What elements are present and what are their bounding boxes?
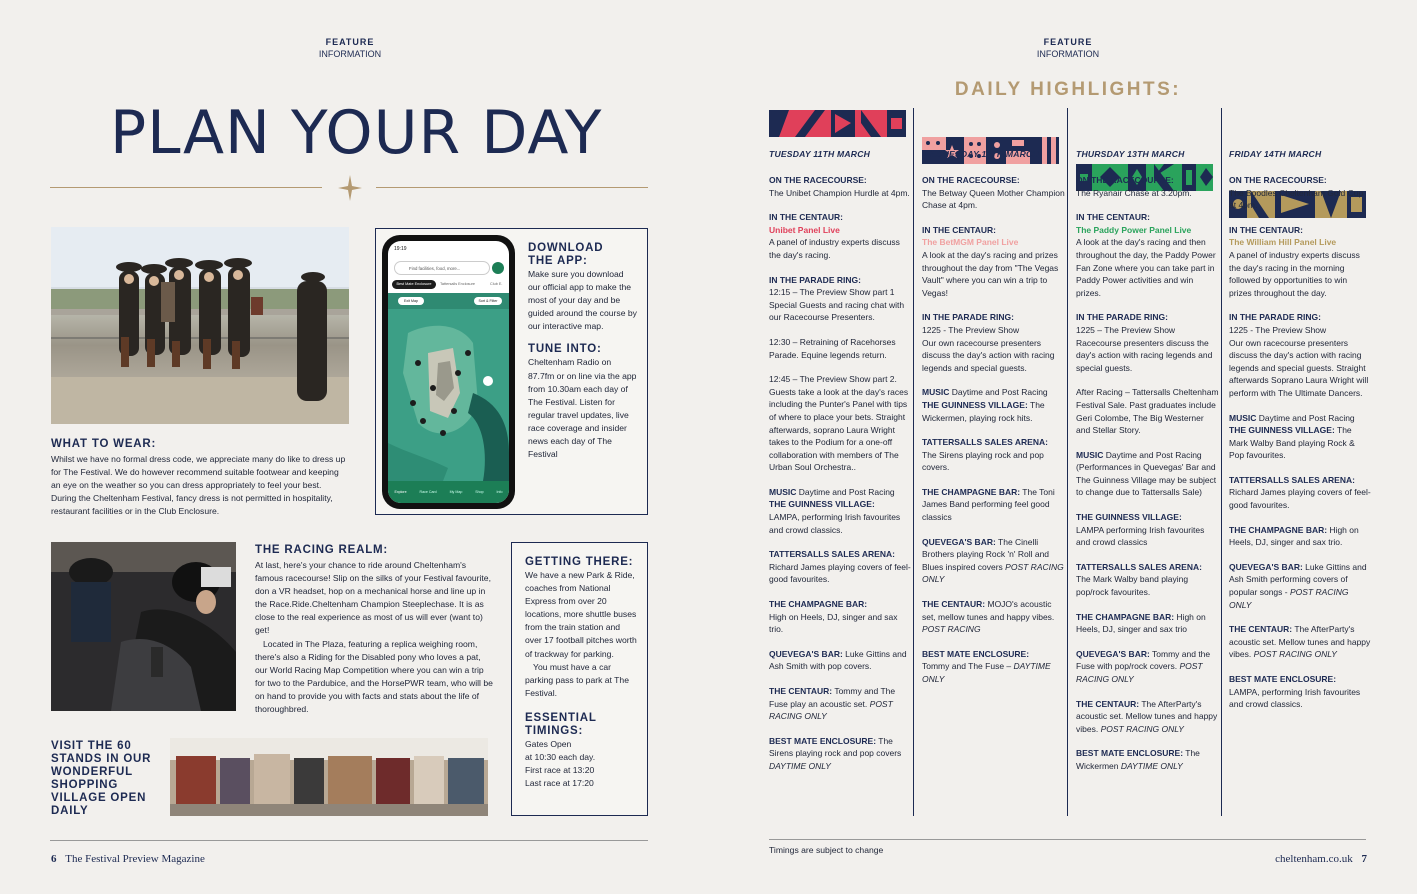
download-text: Make sure you download our official app to make the most of your day and be guided around the course by our interactive map. (528, 269, 637, 332)
thu-parade-1: 1225 – The Preview Show Racecourse presenters discuss the day's action with racing legends and special guests. (1076, 324, 1213, 373)
app-tab-tattersalls[interactable]: Tattersalls Enclosure (440, 282, 476, 286)
tue-parade-1: 12:15 – The Preview Show part 1 Special Guests and racing chat with our Racecourse Presenters. (769, 287, 905, 323)
wed-music-label: MUSIC (922, 387, 950, 398)
tue-champagne-label: THE CHAMPAGNE BAR: (769, 599, 868, 610)
vr-racing-photo (51, 542, 236, 711)
tue-tattersalls-label: TATTERSALLS SALES ARENA: (769, 549, 895, 560)
thu-tattersalls-label: TATTERSALLS SALES ARENA: (1076, 561, 1202, 572)
racing-paragraph-1: At last, here's your chance to ride around Cheltenham's famous racecourse! Slip on the silks of your Festival favourite, don a VR headset, hop on a mechanical horse and line up in the Race.Ride.Cheltenham Champion Steeplechase. It is as close to the real experience as most of us will ever (want to) get! (255, 560, 491, 636)
phone-mockup (382, 235, 515, 509)
first-race-line: First race at 13:20 (525, 765, 595, 776)
fri-quevega (1229, 561, 1372, 611)
app-bottom-nav (388, 481, 509, 503)
timings-note: Timings are subject to change (769, 845, 884, 855)
right-header-feature: FEATURE (1043, 37, 1093, 47)
thu-quevega-note: POST RACING ONLY (1076, 661, 1203, 684)
exit-map-button[interactable]: Exit Map (398, 297, 424, 305)
thursday-column (1076, 108, 1219, 785)
app-tab-best-mate[interactable]: Best Mate Enclosure (392, 280, 436, 289)
tue-parade-2: 12:30 – Retraining of Racehorses Parade. Equine legends return. (769, 336, 896, 360)
wed-racecourse-label: ON THE RACECOURSE: (922, 175, 1020, 185)
fri-music-label: MUSIC (1229, 412, 1257, 423)
tuesday-day-label: TUESDAY 11TH MARCH (769, 149, 871, 159)
thu-music-text: Daytime and Post Racing (Performances in Quevegas' Bar and The Guinness Village may be subject to change due to Tattersalls Sale) (1076, 449, 1217, 498)
fri-champagne-text: High on Heels, DJ, singer and sax trio. (1229, 524, 1359, 548)
fri-racecourse-label: ON THE RACECOURSE: (1229, 175, 1327, 185)
left-page-number: 6 (51, 853, 57, 865)
thu-champagne-label: THE CHAMPAGNE BAR: (1076, 611, 1175, 622)
right-footer-rule (769, 839, 1366, 840)
getting-there-box (511, 542, 648, 816)
phone-screen (388, 241, 509, 503)
fri-guinness-label: THE GUINNESS VILLAGE: (1229, 425, 1335, 436)
tue-centaur-post (769, 685, 912, 723)
thu-parade-label: IN THE PARADE RING: (1076, 312, 1168, 323)
fri-centaur-highlight: The William Hill Panel Live (1229, 237, 1337, 248)
thu-best-mate (1076, 747, 1219, 772)
thu-centaur-text: A look at the day's racing and then throughout the day, the Paddy Power Fan Zone where you can take part in Paddy Power activities and win prizes. (1076, 237, 1216, 298)
fri-tattersalls-text: Richard James playing covers of feel-good favourites. (1229, 487, 1371, 511)
thu-guinness-label: THE GUINNESS VILLAGE: (1076, 512, 1182, 523)
wed-guinness-label: THE GUINNESS VILLAGE: (922, 399, 1028, 410)
thu-best-mate-note: DAYTIME ONLY (1120, 760, 1183, 771)
column-divider-3 (1221, 108, 1222, 816)
wed-music-text: Daytime and Post Racing (949, 387, 1048, 398)
left-header-information: INFORMATION (318, 49, 382, 59)
app-search-input[interactable]: Find facilities, food, more... (394, 261, 490, 275)
fri-music-text: Daytime and Post Racing (1256, 412, 1355, 423)
wed-racecourse (922, 174, 1065, 212)
tue-best-mate-label: BEST MATE ENCLOSURE: (769, 735, 877, 746)
thu-parade-2: After Racing – Tattersalls Cheltenham Festival Sale. Past graduates include Geri Colombe, The Big Westerner and Stellar Story. (1076, 387, 1219, 436)
fri-quevega-text: Luke Gittins and Ash Smith performing covers of popular songs - (1229, 561, 1367, 598)
wed-centaur-post (922, 598, 1065, 636)
tue-the-centaur-text: Tommy and The Fuse play an acoustic set. (769, 686, 896, 709)
right-footer (1250, 853, 1367, 865)
tue-best-mate (769, 735, 912, 773)
thu-racecourse-label: ON THE RACECOURSE: (1076, 175, 1174, 185)
tue-parade-label: IN THE PARADE RING: (769, 274, 861, 285)
wed-tattersalls-label: TATTERSALLS SALES ARENA: (922, 437, 1048, 448)
thu-centaur-label: IN THE CENTAUR: (1076, 212, 1150, 223)
friday-column (1229, 108, 1372, 723)
wed-quevega (922, 536, 1065, 586)
fri-champagne-label: THE CHAMPAGNE BAR: (1229, 524, 1328, 535)
thu-champagne-text: High on Heels, DJ, singer and sax trio (1076, 611, 1206, 635)
wed-the-centaur-text: MOJO's acoustic set, mellow tunes and happy vibes. (922, 599, 1055, 622)
nav-info[interactable]: Info (496, 490, 503, 494)
download-heading: DOWNLOAD (528, 242, 604, 254)
fri-tattersalls-label: TATTERSALLS SALES ARENA: (1229, 474, 1355, 485)
nav-explore[interactable]: Explore (394, 490, 407, 494)
tune-text: Cheltenham Radio on 87.7fm or on line via the app from 10.30am each day of The Festival. Listen for regular travel updates, live race coverage and insider news each day of The Festival (528, 357, 637, 460)
fri-parade (1229, 311, 1372, 399)
fri-the-centaur-note: POST RACING ONLY (1253, 649, 1337, 660)
shopping-village-photo (170, 738, 488, 816)
wed-parade-1: 1225 - The Preview Show (922, 324, 1020, 335)
visit-line-4: SHOPPING (51, 779, 119, 791)
fri-best-mate-text: LAMPA, performing Irish favourites and crowd classics. (1229, 686, 1361, 710)
right-page-number: 7 (1361, 853, 1367, 865)
fri-parade-2: Our own racecourse presenters discuss the day's action with racing legends and special guests. Straight afterwards Soprano Laura Wright will perform with The Ultimate Dancers. (1229, 337, 1369, 398)
column-divider-2 (1067, 108, 1068, 816)
left-footer-rule (50, 840, 648, 841)
fri-best-mate (1229, 673, 1372, 711)
fri-tattersalls (1229, 474, 1372, 512)
wed-best-mate-label: BEST MATE ENCLOSURE: (922, 648, 1030, 659)
wear-heading: WHAT TO WEAR: (51, 438, 157, 450)
star-ornament-icon (338, 175, 362, 201)
shopping-village-callout (51, 740, 166, 818)
left-footer (51, 853, 205, 865)
fri-racecourse-text: The Boodles Cheltenham Gold Cup at 4pm. (1229, 187, 1364, 211)
tue-racecourse-label: ON THE RACECOURSE: (769, 175, 867, 185)
wed-the-centaur-note: POST RACING (922, 624, 981, 635)
gates-time-line: at 10:30 each day. (525, 752, 596, 763)
app-map[interactable] (388, 293, 509, 481)
thu-music-label: MUSIC (1076, 449, 1104, 460)
daily-highlights-title: DAILY HIGHLIGHTS: (954, 79, 1182, 100)
tue-guinness-text: LAMPA, performing Irish favourites and crowd classics. (769, 512, 901, 535)
status-bar: 19:19 (394, 246, 407, 252)
thu-the-centaur-text: The AfterParty's acoustic set. Mellow tunes and happy vibes. (1076, 698, 1218, 734)
what-to-wear-section (51, 438, 349, 518)
website: cheltenham.co.uk (1275, 853, 1353, 865)
tue-quevega (769, 648, 912, 673)
wed-best-mate-note: DAYTIME ONLY (922, 661, 1051, 684)
wed-quevega-note: POST RACING ONLY (922, 561, 1064, 585)
wed-champagne (922, 486, 1065, 524)
visit-line-2: STANDS IN OUR (51, 753, 152, 765)
tue-best-mate-text: The Sirens playing rock and pop covers (769, 735, 902, 759)
racing-paragraph-2: Located in The Plaza, featuring a replica weighing room, there's also a Riding for the Disabled pony who loves a pat, our World Racing Map Competition where you can win a trip for two to the Pardubice, and the HorsePWR team, who will be on hand to provide you with facts and stats about the life of thoroughbred. (255, 638, 493, 715)
tue-racecourse-text: The Unibet Champion Hurdle at 4pm. (769, 187, 910, 198)
tue-parade-3: 12:45 – The Preview Show part 2. Guests take a look at the day's races including the Punter's Panel with tips of where to place your bets. Straight afterwards, soprano Laura Wright takes to the Podium for a one-off collaboration with members of The Urban Soul Orchestra.. (769, 374, 909, 473)
tue-music (769, 486, 912, 536)
app-tab-club[interactable]: Club E. (490, 282, 503, 286)
tue-best-mate-note: DAYTIME ONLY (769, 760, 831, 771)
wed-parade-2: Our own racecourse presenters discuss the day's action with racing legends and special guests. (922, 337, 1055, 373)
visit-line-3: WONDERFUL (51, 766, 133, 778)
page-title: PLAN YOUR DAY (110, 98, 603, 168)
fri-music (1229, 412, 1372, 462)
tue-quevega-text: Luke Gittins and Ash Smith with pop covers. (769, 648, 907, 672)
racing-heading: THE RACING REALM: (255, 544, 389, 556)
timings-heading: ESSENTIAL (525, 711, 597, 724)
wed-centaur-label: IN THE CENTAUR: (922, 224, 996, 235)
thu-guinness (1076, 511, 1219, 549)
title-divider-right (376, 187, 648, 188)
wear-text: Whilst we have no formal dress code, we appreciate many do like to dress up for The Festival. We do however recommend suitable footwear and keeping an eye on the weather so you can dress appropriately to feel your best. During the Cheltenham Festival, fancy dress is not permitted in hospitality, restaurant facilities or in the Club Enclosure. (51, 454, 346, 517)
wed-tattersalls-text: The Sirens playing rock and pop covers. (922, 449, 1044, 473)
thursday-day-label: THURSDAY 13TH MARCH (1076, 149, 1185, 159)
last-race-line: Last race at 17:20 (525, 778, 594, 789)
nav-shop[interactable]: Shop (475, 490, 484, 494)
wed-centaur (922, 224, 1065, 300)
right-section-header (1018, 36, 1118, 60)
column-divider-1 (913, 108, 914, 816)
fri-champagne (1229, 524, 1372, 549)
thu-centaur (1076, 211, 1219, 299)
thu-tattersalls-text: The Mark Walby band playing pop/rock favourites. (1076, 574, 1189, 598)
title-divider-left (50, 187, 322, 188)
fri-centaur (1229, 224, 1372, 300)
women-group-photo (51, 227, 349, 424)
getting-paragraph-2: You must have a car parking pass to park at The Festival. (525, 661, 629, 698)
tue-quevega-label: QUEVEGA'S BAR: (769, 648, 843, 659)
fri-best-mate-label: BEST MATE ENCLOSURE: (1229, 674, 1337, 684)
tue-tattersalls (769, 548, 912, 586)
left-header-feature: FEATURE (325, 37, 375, 47)
wed-centaur-highlight: The BetMGM Panel Live (922, 237, 1019, 248)
racing-realm-section (255, 544, 495, 716)
fri-centaur-text: A panel of industry experts discuss the day's racing in the morning followed by opportunities to win prizes throughout the day. (1229, 249, 1360, 298)
thu-best-mate-label: BEST MATE ENCLOSURE: (1076, 748, 1184, 759)
tune-heading: TUNE INTO: (528, 343, 602, 356)
thu-tattersalls (1076, 561, 1219, 599)
tue-the-centaur-note: POST RACING ONLY (769, 698, 893, 722)
tuesday-column (769, 108, 912, 785)
timings-heading-2: TIMINGS: (525, 724, 584, 737)
fri-parade-label: IN THE PARADE RING: (1229, 312, 1321, 323)
wed-champagne-text: The Toni James Band performing feel good classics (922, 486, 1055, 523)
thu-best-mate-text: The Wickermen (1076, 748, 1200, 771)
thu-the-centaur-note: POST RACING ONLY (1100, 723, 1184, 734)
magazine-name: The Festival Preview Magazine (65, 853, 205, 865)
wed-champagne-label: THE CHAMPAGNE BAR: (922, 486, 1021, 497)
thu-centaur-post (1076, 698, 1219, 736)
fri-centaur-label: IN THE CENTAUR: (1229, 224, 1303, 235)
wednesday-column (922, 108, 1065, 698)
fri-the-centaur-label: THE CENTAUR: (1229, 624, 1293, 635)
tue-guinness-label: THE GUINNESS VILLAGE: (769, 499, 875, 510)
wed-tattersalls (922, 436, 1065, 474)
fri-racecourse (1229, 174, 1372, 212)
friday-day-label: FRIDAY 14TH MARCH (1229, 149, 1322, 159)
thu-quevega-text: Tommy and the Fuse with pop/rock covers. (1076, 648, 1211, 672)
tue-champagne (769, 598, 912, 636)
thu-quevega-label: QUEVEGA'S BAR: (1076, 648, 1150, 659)
right-header-information: INFORMATION (1036, 49, 1100, 59)
wed-centaur-text: A look at the day's racing and prizes throughout the day from "The Vegas Vault" where you can win a trip to Vegas! (922, 249, 1059, 298)
visit-line-1: VISIT THE 60 (51, 740, 132, 752)
getting-heading: GETTING THERE: (525, 556, 634, 568)
tue-centaur-highlight: Unibet Panel Live (769, 224, 840, 235)
thu-racecourse-text: The Ryanair Chase at 3.20pm. (1076, 187, 1192, 198)
tue-the-centaur-label: THE CENTAUR: (769, 686, 833, 696)
download-section (528, 242, 638, 461)
thu-centaur-highlight: The Paddy Power Panel Live (1076, 224, 1192, 235)
wed-racecourse-text: The Betway Queen Mother Champion Chase at 4pm. (922, 187, 1065, 211)
nav-race-card[interactable]: Race Card (419, 490, 437, 494)
wed-best-mate (922, 648, 1065, 686)
tue-music-text: Daytime and Post Racing (796, 486, 895, 497)
wed-parade (922, 311, 1065, 374)
thu-champagne (1076, 611, 1219, 636)
wed-quevega-label: QUEVEGA'S BAR: (922, 536, 996, 547)
wed-best-mate-text: Tommy and The Fuse – (922, 661, 1014, 672)
tue-centaur-label: IN THE CENTAUR: (769, 212, 843, 223)
fri-quevega-label: QUEVEGA'S BAR: (1229, 561, 1303, 572)
tue-racecourse (769, 174, 912, 199)
fri-guinness-text: The Mark Walby Band playing Rock & Pop favourites. (1229, 425, 1355, 461)
fri-quevega-note: POST RACING ONLY (1229, 587, 1349, 610)
tue-centaur (769, 211, 912, 261)
sort-filter-button[interactable]: Sort & Filter (474, 297, 502, 305)
wednesday-day-label: WEDNESDAY 12TH MARCH (922, 149, 1039, 159)
fri-parade-1: 1225 - The Preview Show (1229, 324, 1327, 335)
tue-parade (769, 274, 912, 474)
tue-champagne-text: High on Heels, DJ, singer and sax trio. (769, 611, 898, 635)
wed-quevega-text: The Cinelli Brothers playing Rock 'n' Roll and Blues inspired covers (922, 536, 1050, 572)
gates-open-line: Gates Open (525, 738, 572, 749)
tue-music-label: MUSIC (769, 486, 797, 497)
thu-quevega (1076, 648, 1219, 686)
wed-the-centaur-label: THE CENTAUR: (922, 599, 986, 610)
visit-line-5: VILLAGE OPEN (51, 792, 147, 804)
fri-the-centaur-text: The AfterParty's acoustic set. Mellow tunes and happy vibes. (1229, 624, 1371, 660)
wed-parade-label: IN THE PARADE RING: (922, 312, 1014, 323)
getting-paragraph-1: We have a new Park & Ride, coaches from National Express from over 20 locations, more shuttle buses from the train station and over 17 football pitches worth of trackway for parking. (525, 570, 637, 659)
left-section-header (300, 36, 400, 60)
thu-parade (1076, 311, 1219, 436)
wed-guinness-text: The Wickermen, playing rock hits. (922, 399, 1045, 423)
thu-racecourse (1076, 174, 1219, 199)
thu-the-centaur-label: THE CENTAUR: (1076, 698, 1140, 709)
visit-line-6: DAILY (51, 805, 89, 817)
download-heading-2: THE APP: (528, 255, 588, 267)
tue-centaur-text: A panel of industry experts discuss the day's racing. (769, 237, 900, 260)
nav-my-map[interactable]: My Map (449, 490, 463, 494)
wed-music (922, 386, 1065, 424)
tue-tattersalls-text: Richard James playing covers of feel-good favourites. (769, 561, 911, 585)
profile-icon[interactable] (492, 262, 504, 274)
fri-centaur-post (1229, 623, 1372, 661)
thu-guinness-text: LAMPA performing Irish favourites and crowd classics (1076, 524, 1205, 548)
thu-music (1076, 449, 1219, 499)
